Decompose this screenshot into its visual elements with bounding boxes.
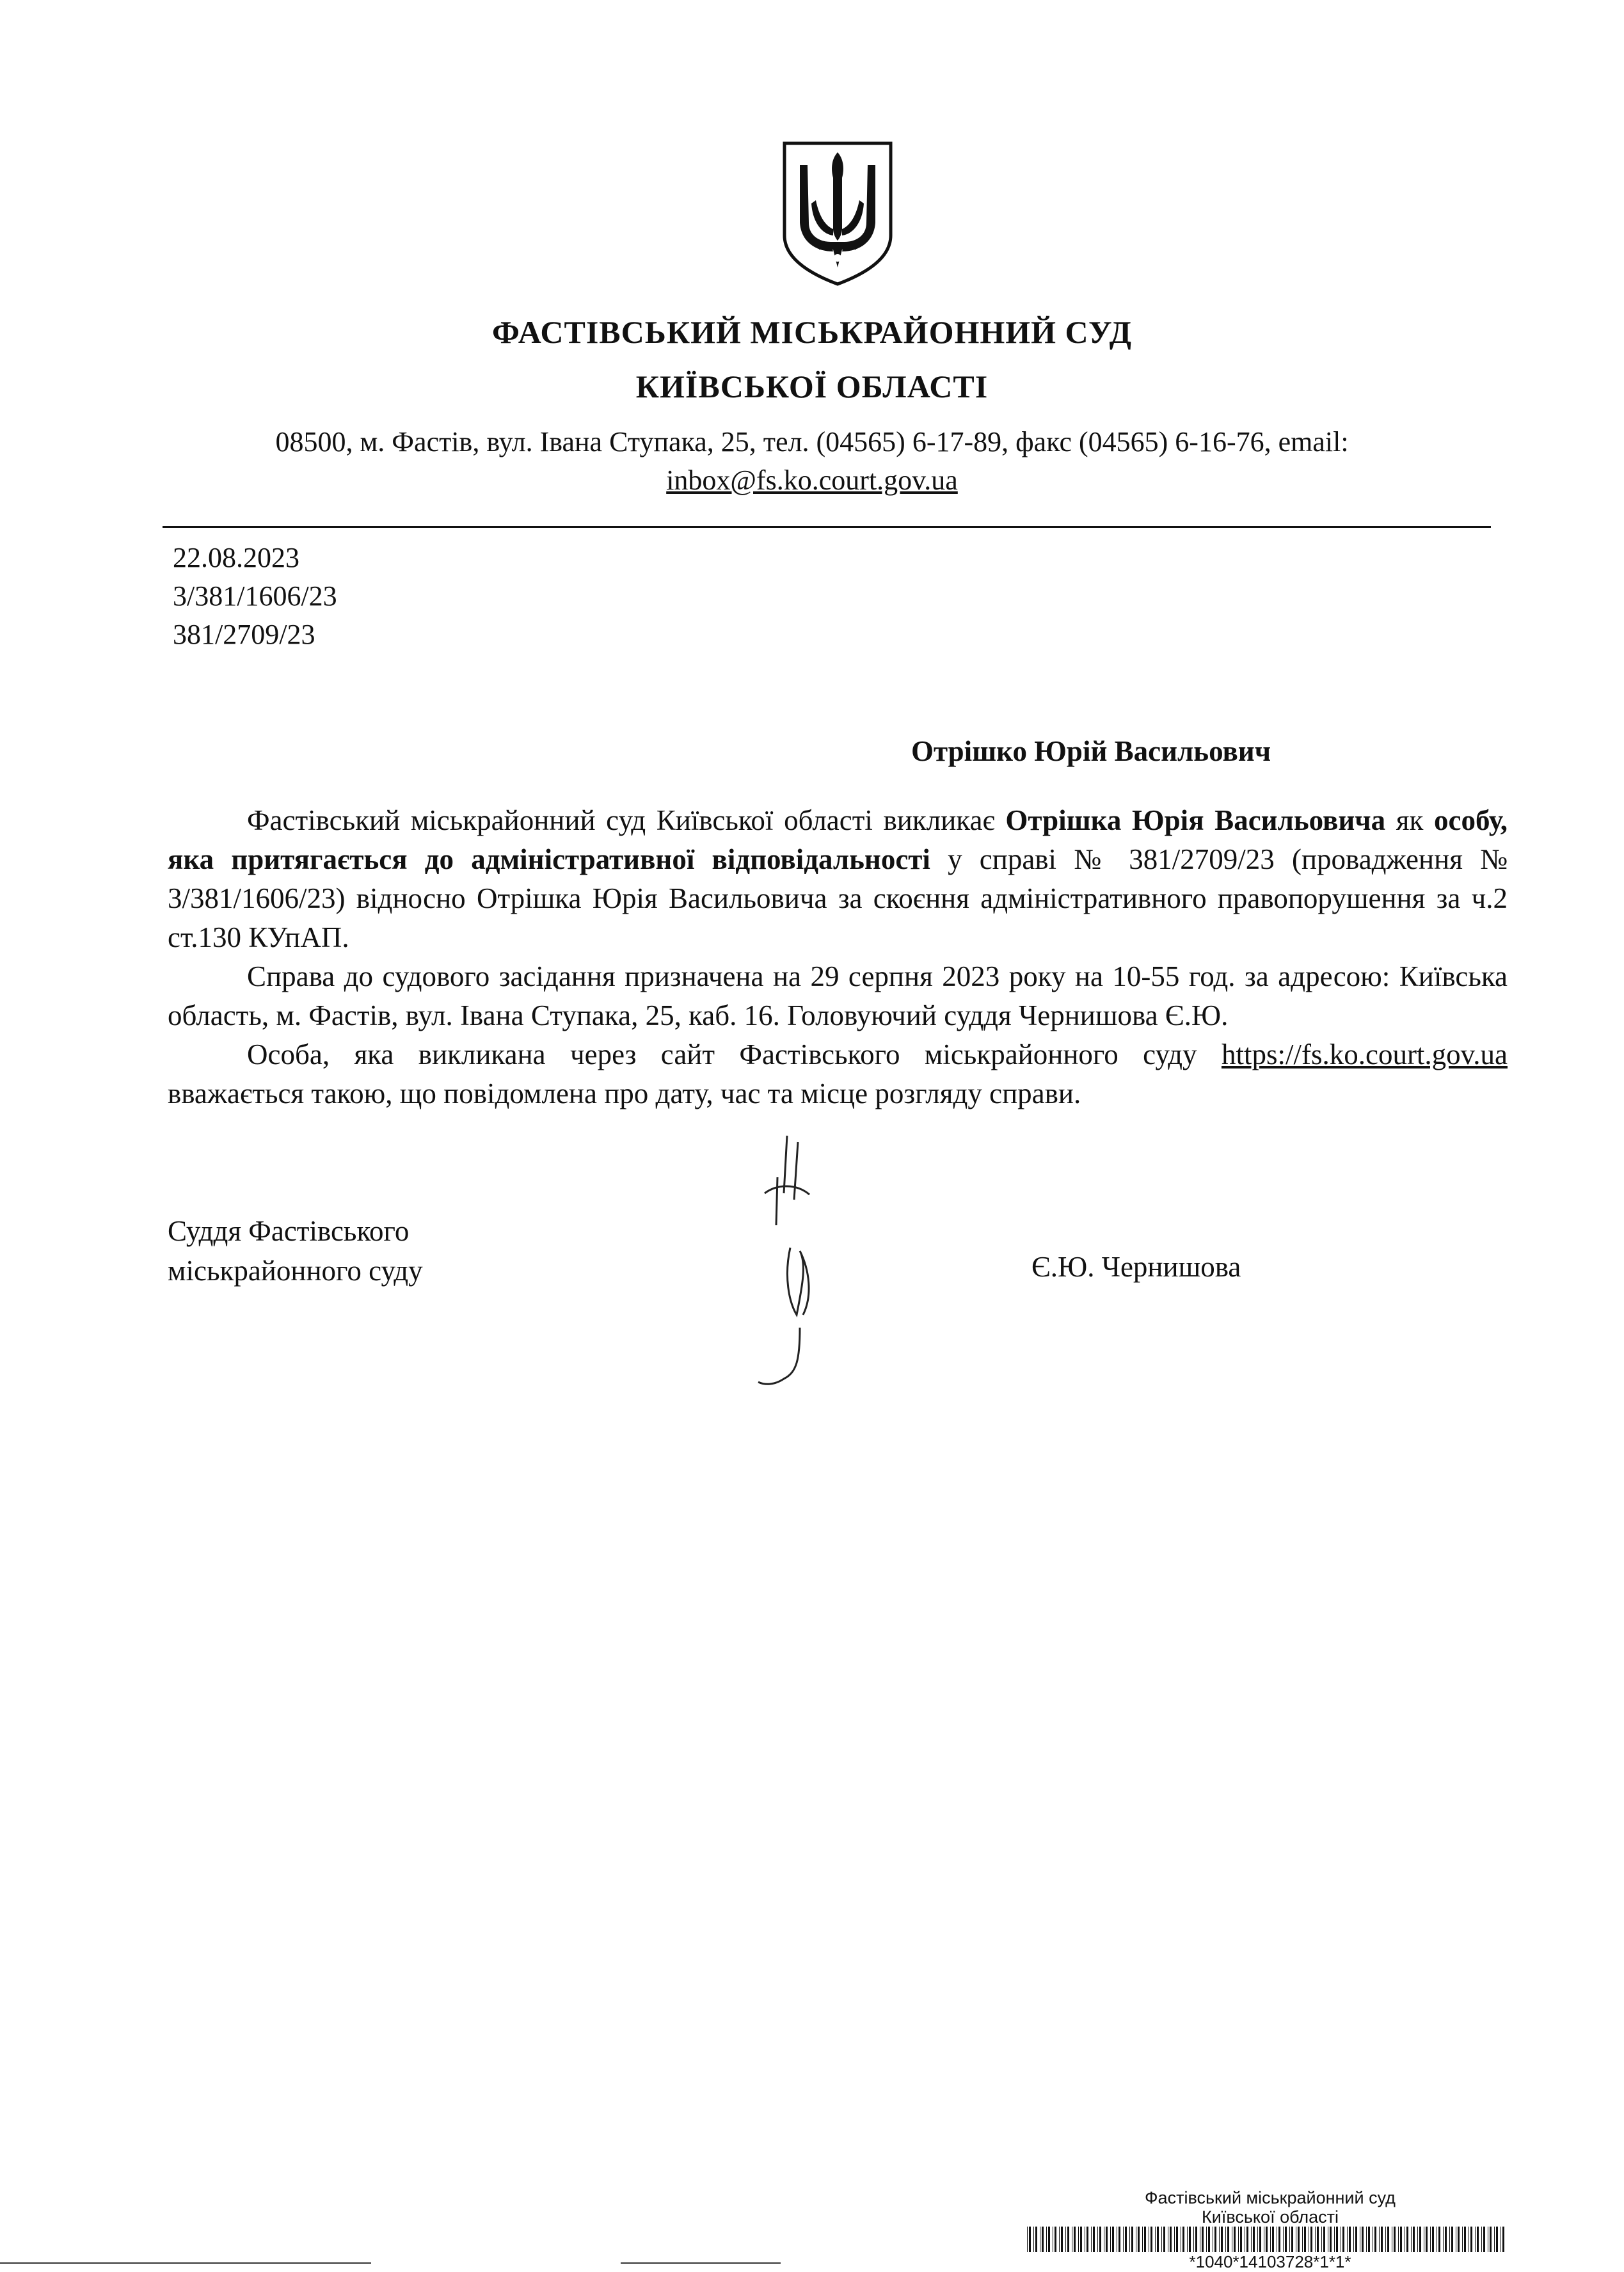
barcode-bar [1150,2227,1152,2252]
barcode-bar [1225,2227,1226,2252]
barcode-bar [1334,2227,1335,2252]
barcode-bar [1432,2227,1434,2252]
barcode-bar [1451,2227,1453,2252]
barcode-bar [1193,2227,1194,2252]
barcode-bar [1042,2227,1044,2252]
barcode-bar [1362,2227,1364,2252]
barcode-bar [1298,2227,1300,2252]
barcode-bar [1238,2227,1239,2252]
barcode-bar [1157,2227,1159,2252]
barcode-bar [1443,2227,1444,2252]
barcode-bar [1189,2227,1191,2252]
p3-text-b: вважається такою, що повідомлена про дату, час та місце розгляду справи. [168,1077,1081,1109]
barcode-bar [1029,2227,1031,2252]
barcode-bar [1430,2227,1431,2252]
barcode-bar [1419,2227,1421,2252]
barcode-bar [1046,2227,1047,2252]
barcode-bar [1304,2227,1306,2252]
barcode-bar [1227,2227,1229,2252]
p1-text-c: як [1385,804,1434,836]
barcode-bar [1093,2227,1095,2252]
barcode-bar [1035,2227,1037,2252]
barcode-court-line2: Київської області [1202,2207,1339,2227]
barcode-bar [1381,2227,1383,2252]
p1-text-a: Фастівський міськрайонний суд Київської області викликає [247,804,1006,836]
trident-coat-of-arms-icon [781,139,895,288]
handwritten-signature-icon [739,1123,835,1398]
barcode-bar [1349,2227,1351,2252]
barcode-bar [1289,2227,1290,2252]
barcode-bar [1234,2227,1236,2252]
barcode-bar [1470,2227,1472,2252]
barcode-bar [1259,2227,1261,2252]
barcode-bar [1438,2227,1440,2252]
barcode-bar [1266,2227,1268,2252]
summons-body [168,801,1508,1113]
barcode-bar [1182,2227,1184,2252]
p1-person-status: особу, яка притягається до адміністративної відповідальності [168,804,1508,875]
barcode-bar [1125,2227,1127,2252]
barcode-bar [1174,2227,1175,2252]
barcode-bar [1055,2227,1056,2252]
barcode-number: *1040*14103728*1*1* [1189,2252,1351,2271]
barcode-bar [1033,2227,1034,2252]
barcode-bar [1110,2227,1111,2252]
barcode-bar [1078,2227,1079,2252]
barcode-bar [1315,2227,1316,2252]
barcode-bar [1426,2227,1428,2252]
barcode-bar [1445,2227,1447,2252]
barcode-bar [1464,2227,1466,2252]
barcode-bar [1411,2227,1412,2252]
barcode-bar [1214,2227,1216,2252]
barcode-bar [1323,2227,1325,2252]
barcode-bar [1187,2227,1188,2252]
barcode-icon [1027,2227,1508,2252]
barcode-bar [1374,2227,1376,2252]
barcode-bar [1097,2227,1098,2252]
barcode-bar [1336,2227,1338,2252]
barcode-bar [1342,2227,1344,2252]
barcode-bar [1163,2227,1165,2252]
barcode-bar [1059,2227,1060,2252]
document-date: 22.08.2023 [173,542,299,573]
barcode-bar [1129,2227,1130,2252]
barcode-bar [1118,2227,1120,2252]
p1-person-name: Отрішка Юрія Васильовича [1005,804,1386,836]
barcode-bar [1065,2227,1066,2252]
footer-line-center [621,2262,781,2264]
barcode-bar [1379,2227,1380,2252]
barcode-bar [1385,2227,1386,2252]
barcode-bar [1099,2227,1101,2252]
barcode-bar [1347,2227,1348,2252]
barcode-bar [1321,2227,1322,2252]
barcode-bar [1368,2227,1370,2252]
footer-line-left [0,2262,371,2264]
barcode-bar [1138,2227,1140,2252]
barcode-bar [1221,2227,1223,2252]
p1-text-e: у справі № 381/2709/23 (провадження № 3/381/1606/23) відносно Отрішка Юрія Васильовича за скоєння адміністративного правопорушення за ч.2 ст.130 КУпАП. [168,843,1508,953]
header-divider [163,526,1491,528]
barcode-bar [1494,2227,1495,2252]
barcode-bar [1458,2227,1460,2252]
barcode-bar [1142,2227,1143,2252]
barcode-bar [1257,2227,1258,2252]
barcode-bar [1394,2227,1396,2252]
barcode-bar [1206,2227,1207,2252]
addressee-name: Отрішко Юрій Васильович [911,735,1271,767]
barcode-bar [1310,2227,1312,2252]
barcode-bar [1253,2227,1255,2252]
barcode-bar [1449,2227,1450,2252]
p3-text-a: Особа, яка викликана через сайт Фастівського міськрайонного суду [247,1038,1222,1070]
barcode-bar [1283,2227,1284,2252]
barcode-bar [1496,2227,1498,2252]
barcode-bar [1112,2227,1114,2252]
barcode-bar [1202,2227,1204,2252]
paragraph-hearing: Справа до судового засідання призначена на 29 серпня 2023 року на 10-55 год. за адресою: Київська область, м. Фастів, вул. Івана Ступака, 25, каб. 16. Головуючий суддя Чернишова Є.Ю. [168,960,1508,1031]
email-link[interactable]: inbox@fs.ko.court.gov.ua [666,465,958,496]
barcode-bar [1208,2227,1210,2252]
barcode-bar [1387,2227,1389,2252]
barcode-bar [1483,2227,1485,2252]
barcode-court-line1: Фастівський міськрайонний суд [1145,2188,1396,2207]
barcode-bar [1170,2227,1172,2252]
barcode-bar [1106,2227,1108,2252]
barcode-bar [1477,2227,1479,2252]
barcode-bar [1490,2227,1492,2252]
barcode-bar [1067,2227,1069,2252]
court-email [0,464,1624,497]
barcode-bar [1155,2227,1156,2252]
court-address: 08500, м. Фастів, вул. Івана Ступака, 25, тел. (04565) 6-17-89, факс (04565) 6-16-76, email: [275,426,1349,457]
court-website-link[interactable]: https://fs.ko.court.gov.ua [1221,1038,1508,1070]
barcode-bar [1481,2227,1482,2252]
barcode-bar [1027,2227,1028,2252]
barcode-bar [1366,2227,1367,2252]
barcode-bar [1195,2227,1197,2252]
proceeding-number: 3/381/1606/23 [173,580,337,612]
barcode-bar [1080,2227,1082,2252]
barcode-bar [1272,2227,1274,2252]
barcode-bar [1330,2227,1332,2252]
court-region: КИЇВСЬКОЇ ОБЛАСТІ [635,369,989,404]
signer-role [168,1211,423,1291]
barcode-bar [1270,2227,1271,2252]
barcode-bar [1061,2227,1063,2252]
barcode-bar [1048,2227,1050,2252]
court-name: ФАСТІВСЬКИЙ МІСЬКРАЙОННИЙ СУД [491,314,1133,350]
barcode-court-label [1133,2188,1408,2227]
barcode-bar [1219,2227,1220,2252]
barcode-bar [1087,2227,1088,2252]
barcode-bar [1355,2227,1357,2252]
barcode-bar [1475,2227,1476,2252]
barcode-bar [1462,2227,1463,2252]
paragraph-summons [168,801,1508,957]
signer-role-line1: Суддя Фастівського [168,1215,410,1247]
barcode-bar [1502,2227,1504,2252]
barcode-bar [1302,2227,1303,2252]
barcode-bar [1278,2227,1280,2252]
barcode-bar [1400,2227,1402,2252]
barcode-bar [1406,2227,1408,2252]
barcode-bar [1131,2227,1133,2252]
barcode-bar [1417,2227,1418,2252]
barcode-bar [1176,2227,1178,2252]
barcode-bar [1091,2227,1092,2252]
signer-role-line2: міськрайонного суду [168,1255,423,1287]
barcode-bar [1246,2227,1248,2252]
paragraph-notice [168,1035,1508,1113]
barcode-bar [1291,2227,1293,2252]
barcode-bar [1161,2227,1162,2252]
barcode-bar [1285,2227,1287,2252]
barcode-bar [1240,2227,1242,2252]
barcode-bar [1251,2227,1252,2252]
barcode-bar [1074,2227,1076,2252]
signer-name: Є.Ю. Чернишова [1031,1251,1241,1283]
barcode-bar [1398,2227,1399,2252]
case-number: 381/2709/23 [173,619,315,650]
barcode-bar [1123,2227,1124,2252]
barcode-bar [1317,2227,1319,2252]
barcode-bar [1413,2227,1415,2252]
barcode-bar [1144,2227,1146,2252]
barcode-bar [1353,2227,1354,2252]
